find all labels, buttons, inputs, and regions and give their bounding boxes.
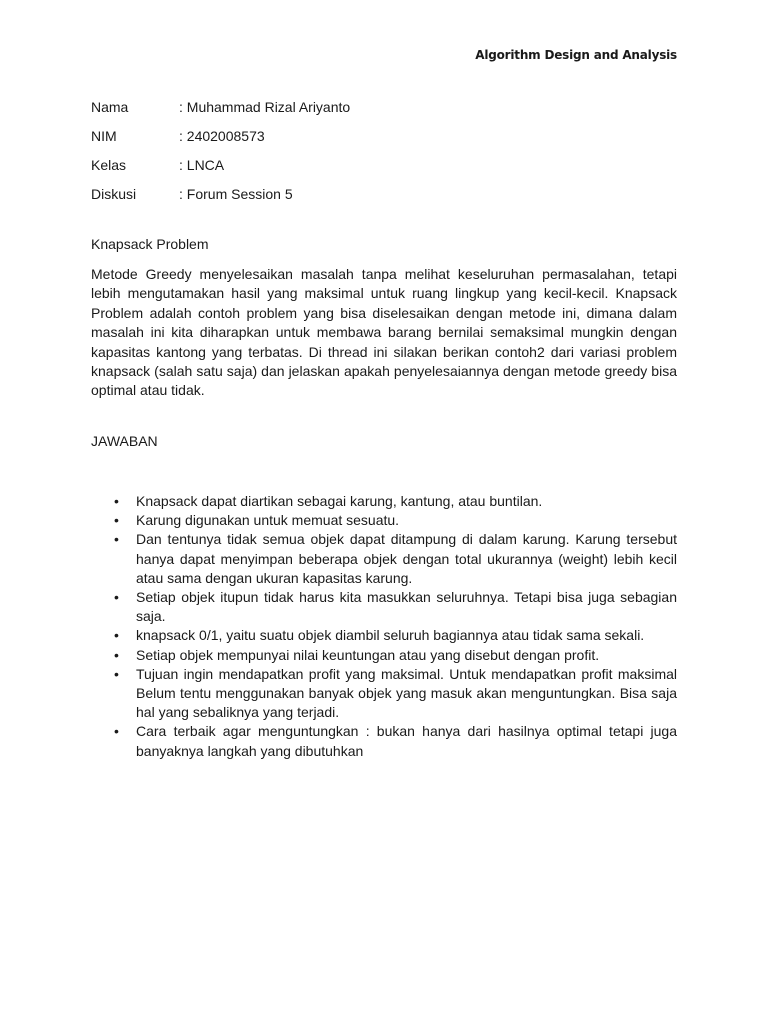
list-item: [91, 588, 677, 626]
list-item: [91, 530, 677, 588]
bullet-icon: •: [114, 493, 119, 509]
info-value: : Forum Session 5: [179, 185, 293, 202]
bullet-icon: •: [114, 531, 119, 548]
info-label: Kelas: [91, 156, 127, 173]
list-item: [91, 722, 677, 760]
list-item-text: knapsack 0/1, yaitu suatu objek diambil seluruh bagiannya atau tidak sama sekali.: [136, 627, 645, 644]
info-label: Nama: [91, 98, 129, 115]
bullet-icon: •: [114, 646, 119, 663]
list-item: [91, 626, 677, 645]
student-info-table: [91, 92, 350, 208]
info-value: : Muhammad Rizal Ariyanto: [179, 98, 351, 115]
list-item-text: Setiap objek itupun tidak harus kita masukkan seluruhnya. Tetapi bisa juga sebagian saja.: [136, 589, 677, 625]
info-row-nim: [91, 121, 350, 150]
info-row-kelas: [91, 150, 350, 179]
list-item-text: Setiap objek mempunyai nilai keuntungan atau yang disebut dengan profit.: [136, 646, 600, 663]
info-row-diskusi: [91, 179, 350, 208]
question-title: Knapsack Problem: [91, 236, 209, 252]
list-item-text: Tujuan ingin mendapatkan profit yang maksimal. Untuk mendapatkan profit maksimal Belum tentu menggunakan banyak objek yang masuk akan menguntungkan. Bisa saja hal yang sebaliknya yang terjadi.: [136, 665, 677, 721]
bullet-icon: •: [114, 665, 119, 682]
answer-list: [91, 492, 677, 761]
list-item: [91, 646, 677, 665]
info-row-nama: [91, 92, 350, 121]
list-item-text: Cara terbaik agar menguntungkan : bukan hanya dari hasilnya optimal tetapi juga banyaknya langkah yang dibutuhkan: [136, 723, 677, 759]
bullet-icon: •: [114, 512, 119, 529]
bullet-icon: •: [114, 627, 119, 644]
bullet-icon: •: [114, 723, 119, 740]
list-item-text: Dan tentunya tidak semua objek dapat ditampung di dalam karung. Karung tersebut hanya dapat menyimpan beberapa objek dengan total ukurannya (weight) lebih kecil atau sama dengan ukuran kapasitas karung.: [136, 531, 677, 586]
info-label: Diskusi: [91, 185, 137, 202]
bullet-icon: •: [114, 589, 119, 606]
info-label: NIM: [91, 127, 117, 144]
info-value: : LNCA: [179, 156, 225, 173]
running-header: Algorithm Design and Analysis: [475, 48, 677, 62]
question-body: Metode Greedy menyelesaikan masalah tanpa melihat keseluruhan permasalahan, tetapi lebih mengutamakan hasil yang maksimal untuk ruang lingkup yang kecil-kecil. Knapsack Problem adalah contoh problem yang bisa diselesaikan dengan metode ini, dimana dalam masalah ini kita diharapkan untuk membawa barang bernilai semaksimal mungkin dengan kapasitas kantong yang terbatas. Di thread ini silakan berikan contoh2 dari variasi problem knapsack (salah satu saja) dan jelaskan apakah penyelesaiannya dengan metode greedy bisa optimal atau tidak.: [91, 266, 677, 399]
answer-title: JAWABAN: [91, 433, 158, 449]
list-item-text: Knapsack dapat diartikan sebagai karung, kantung, atau buntilan.: [136, 493, 543, 509]
list-item-text: Karung digunakan untuk memuat sesuatu.: [136, 512, 400, 529]
list-item: [91, 665, 677, 723]
list-item: [91, 511, 677, 530]
info-value: : 2402008573: [179, 127, 265, 144]
list-item: [91, 492, 677, 511]
